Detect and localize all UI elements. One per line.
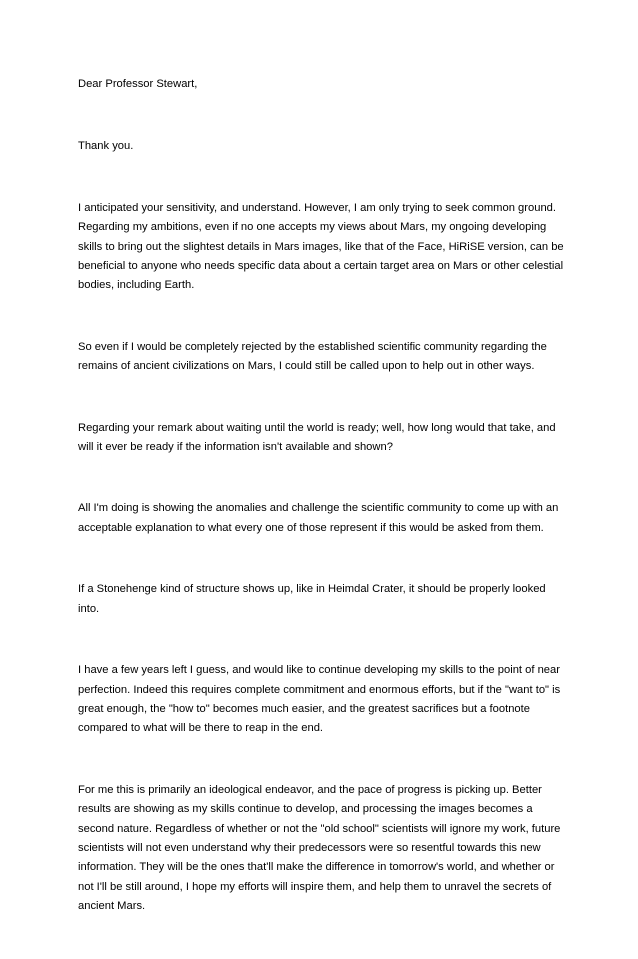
salutation: Dear Professor Stewart, <box>78 78 198 90</box>
paragraph-7: For me this is primarily an ideological endeavor, and the pace of progress is picking up. Better results are showing as my skills continue to develop, and processing the images becomes a second nature. Regardless of whether or not the "old school" scientists will ignore my work, future scientists will not even understand why their predecessors were so resentful towards this new information. They will be the ones that'll make the difference in tomorrow's world, and whether or not I'll be still around, I hope my efforts will inspire them, and help them to unravel the secrets of ancient Mars. <box>78 783 561 913</box>
paragraph-1: I anticipated your sensitivity, and understand. However, I am only trying to seek common ground. Regarding my ambitions, even if no one accepts my views about Mars, my ongoing developing skills to bring out the slightest details in Mars images, like that of the Face, HiRiSE version, can be beneficial to anyone who needs specific data about a certain target area on Mars or other celestial bodies, including Earth. <box>78 201 564 292</box>
paragraph-6: I have a few years left I guess, and would like to continue developing my skills to the point of near perfection. Indeed this requires complete commitment and enormous efforts, but if the "want to" is great enough, the "how to" becomes much easier, and the greatest sacrifices but a footnote compared to what will be there to reap in the end. <box>78 664 561 735</box>
thanks-line: Thank you. <box>78 140 134 153</box>
paragraph-3: Regarding your remark about waiting until the world is ready; well, how long would that take, and will it ever be ready if the information isn't available and shown? <box>78 421 556 454</box>
paragraph-2: So even if I would be completely rejected by the established scientific community regarding the remains of ancient civilizations on Mars, I could still be called upon to help out in other ways. <box>78 340 547 373</box>
letter-body <box>78 75 568 959</box>
paragraph-5: If a Stonehenge kind of structure shows up, like in Heimdal Crater, it should be properly looked into. <box>78 583 546 615</box>
paragraph-4: All I'm doing is showing the anomalies and challenge the scientific community to come up with an acceptable explanation to what every one of those represent if this would be asked from them. <box>78 502 559 534</box>
